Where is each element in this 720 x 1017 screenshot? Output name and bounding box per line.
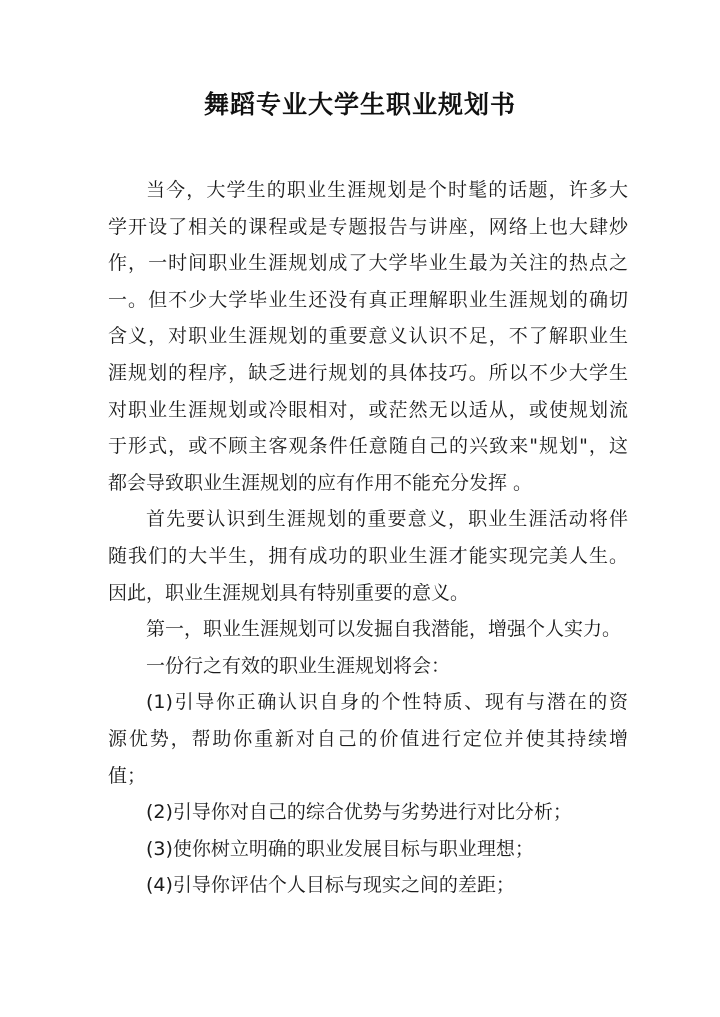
text-line: 第一，职业生涯规划可以发掘自我潜能，增强个人实力。 [146, 618, 622, 641]
text-line: (3)使你树立明确的职业发展目标与职业理想； [146, 837, 534, 860]
text-line: 涯规划的程序，缺乏进行规划的具体技巧。所以不少大学生 [108, 361, 628, 384]
text-line: (2)引导你对自己的综合优势与劣势进行对比分析； [146, 801, 572, 824]
text-line: 作，一时间职业生涯规划成了大学毕业生最为关注的热点之 [108, 252, 628, 275]
text-line: 对职业生涯规划或冷眼相对，或茫然无以适从，或使规划流 [108, 398, 628, 421]
text-line: 值； [108, 764, 147, 787]
text-line: 源优势，帮助你重新对自己的价值进行定位并使其持续增 [108, 727, 628, 750]
text-line: 因此，职业生涯规划具有特别重要的意义。 [108, 581, 470, 604]
text-line: 一份行之有效的职业生涯规划将会： [146, 654, 451, 677]
text-line: 首先要认识到生涯规划的重要意义，职业生涯活动将伴 [146, 508, 628, 531]
text-line: (1)引导你正确认识自身的个性特质、现有与潜在的资 [146, 691, 628, 714]
text-line: 于形式，或不顾主客观条件任意随自己的兴致来"规划"，这 [108, 435, 628, 458]
text-line: 一。但不少大学毕业生还没有真正理解职业生涯规划的确切 [108, 288, 628, 311]
document-title: 舞蹈专业大学生职业规划书 [203, 90, 516, 119]
text-line: 当今，大学生的职业生涯规划是个时髦的话题，许多大 [146, 179, 628, 201]
document-body [108, 172, 628, 904]
text-line: 都会导致职业生涯规划的应有作用不能充分发挥 。 [108, 471, 533, 494]
text-line: 随我们的大半生，拥有成功的职业生涯才能实现完美人生。 [108, 544, 628, 567]
text-line: 学开设了相关的课程或是专题报告与讲座，网络上也大肆炒 [108, 215, 628, 238]
text-line: (4)引导你评估个人目标与现实之间的差距； [146, 874, 515, 897]
text-line: 含义，对职业生涯规划的重要意义认识不足，不了解职业生 [108, 325, 628, 348]
